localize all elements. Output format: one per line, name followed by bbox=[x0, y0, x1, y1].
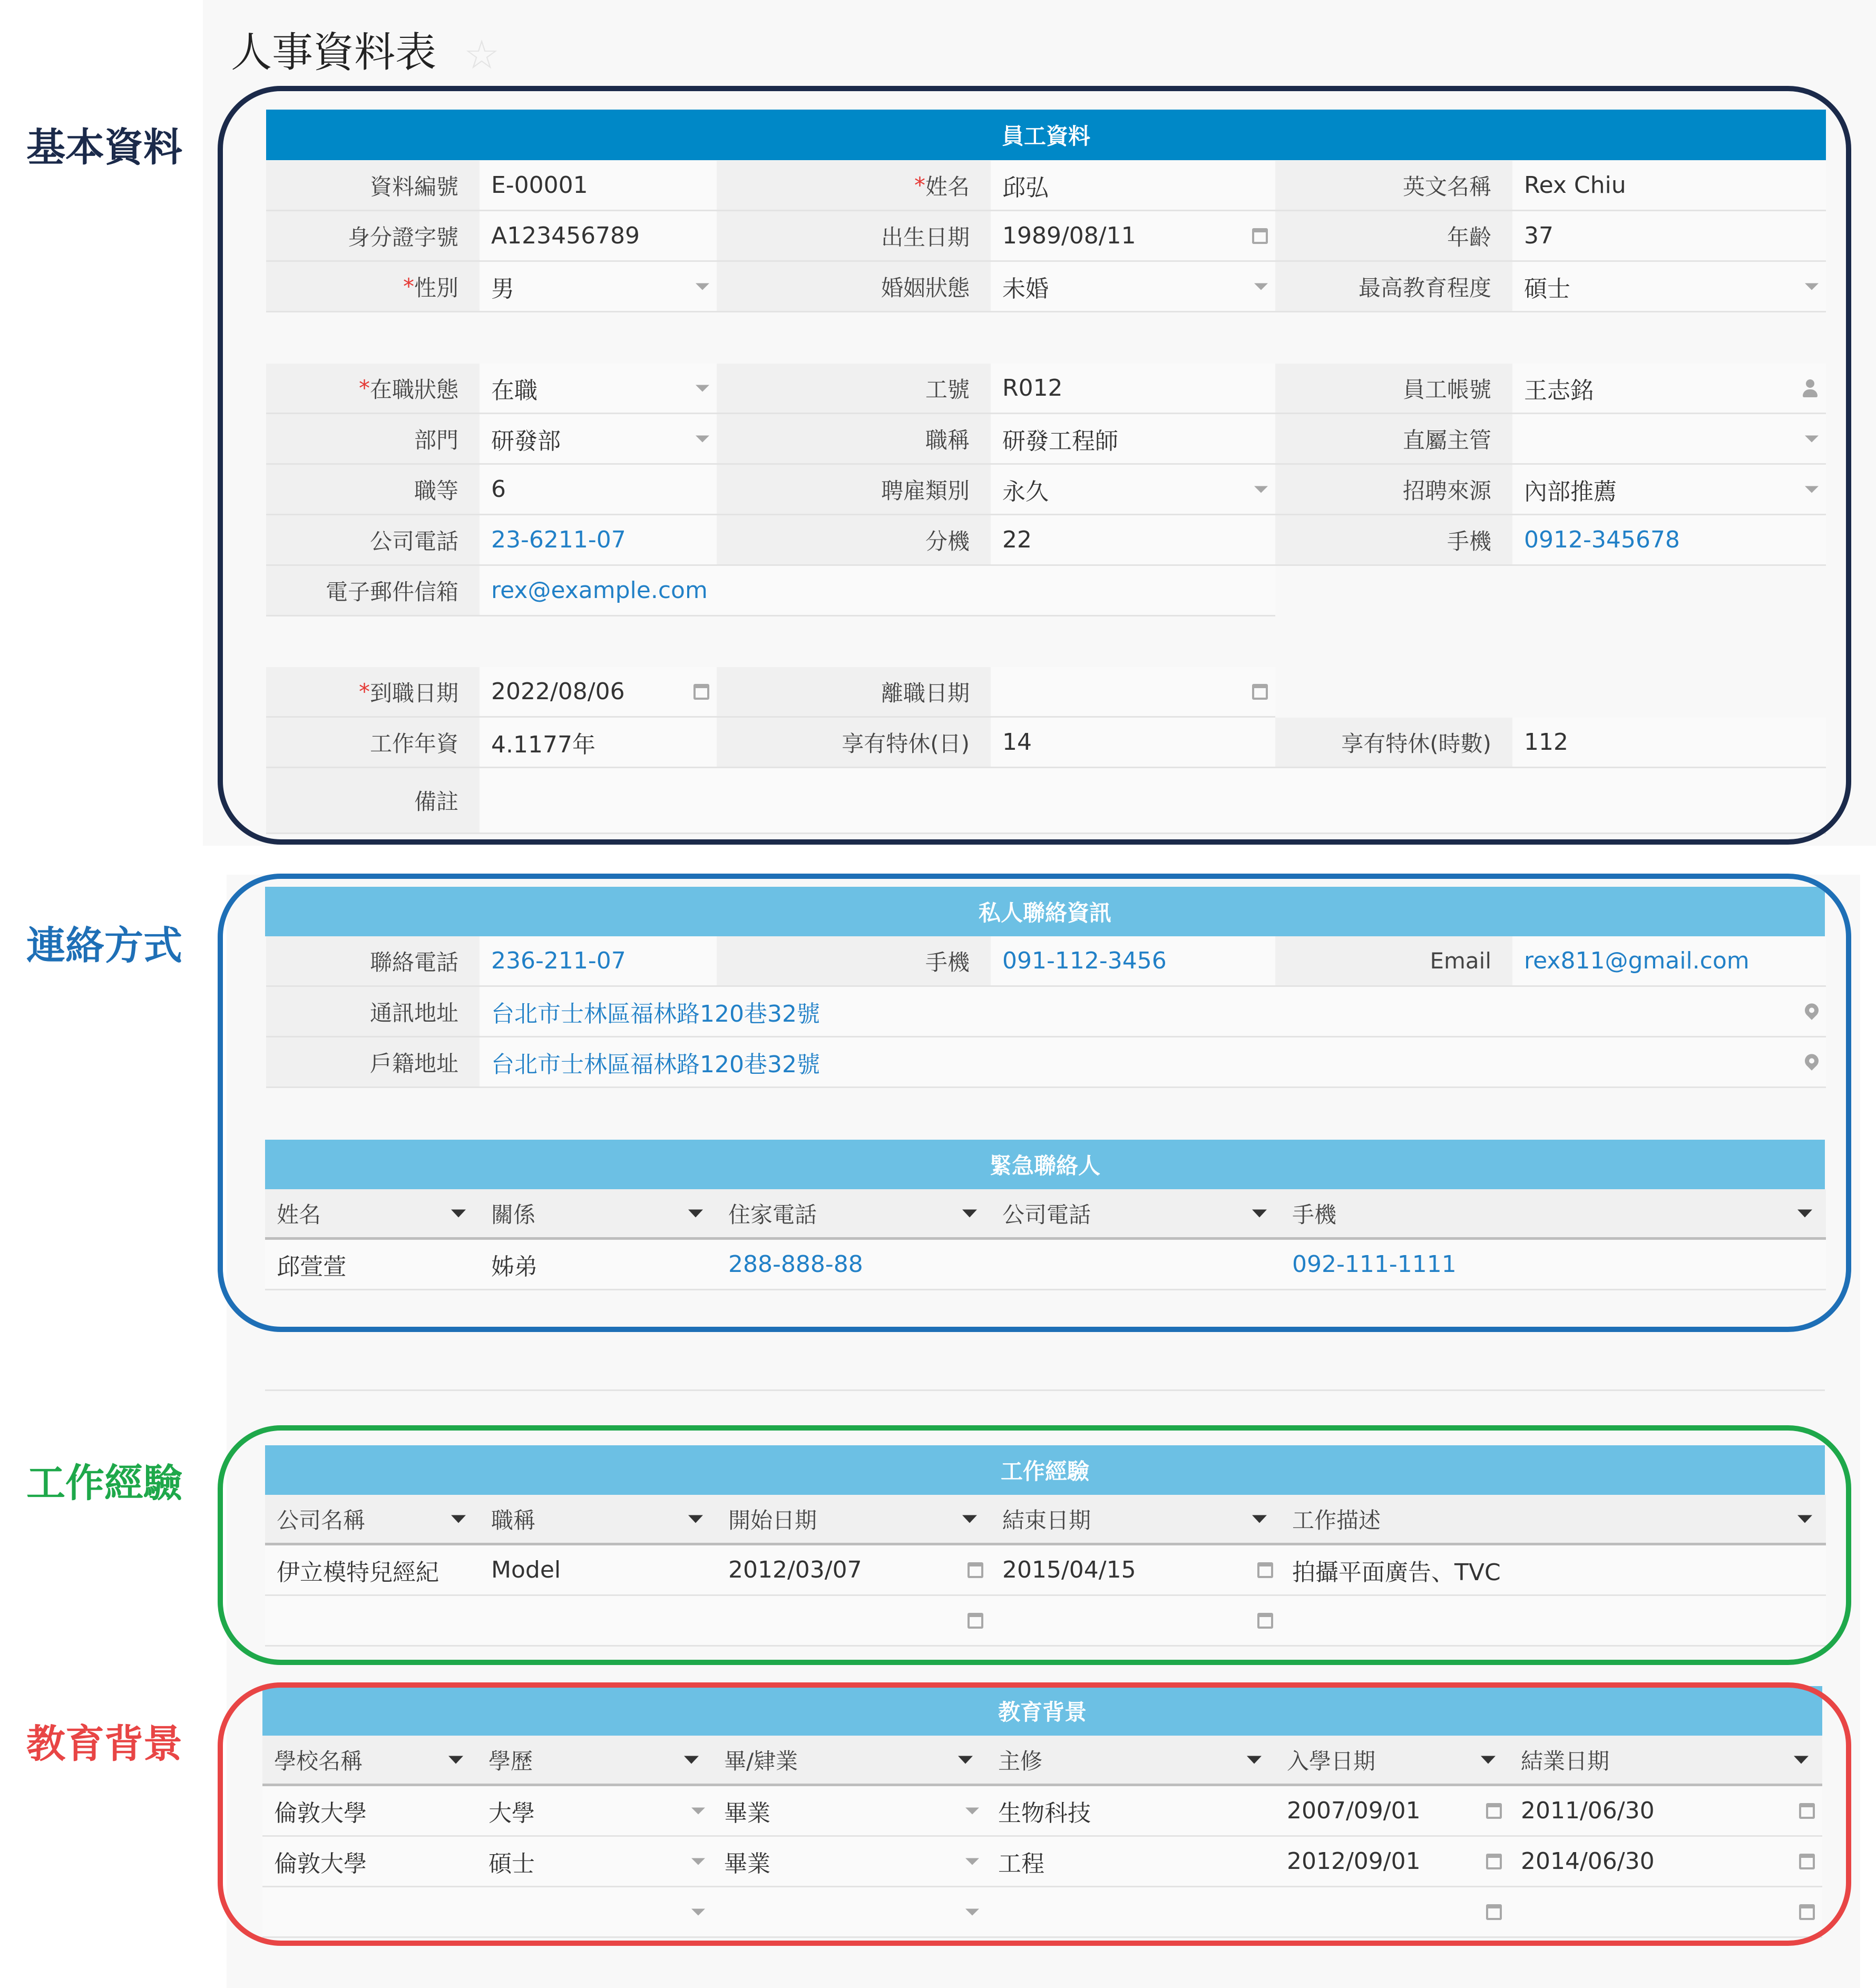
work-frame bbox=[218, 1425, 1851, 1665]
column-header-text: 結束日期 bbox=[1002, 1507, 1091, 1533]
field-label-text: 年齡 bbox=[1447, 224, 1491, 250]
side-label-contact: 連絡方式 bbox=[26, 923, 182, 968]
column-header-text: 關係 bbox=[491, 1201, 536, 1228]
field-label-text: 員工帳號 bbox=[1402, 376, 1491, 403]
field-label-text: 手機 bbox=[925, 949, 970, 975]
field-label-text: Email bbox=[1430, 948, 1491, 974]
column-header-text: 開始日期 bbox=[728, 1507, 817, 1533]
field-label-text: 工號 bbox=[925, 376, 970, 403]
field-label-text: 在職狀態 bbox=[369, 376, 458, 403]
field-label-text: 享有特休(時數) bbox=[1341, 730, 1491, 757]
column-header-text: 公司電話 bbox=[1002, 1201, 1091, 1228]
divider bbox=[265, 1389, 1825, 1391]
field-label-text: 姓名 bbox=[925, 173, 970, 200]
field-value-text: 台北市士林區福林路120巷32號 bbox=[491, 1051, 820, 1078]
field-value-text: 4.1177年 bbox=[491, 731, 595, 758]
cell-text: 2012/09/01 bbox=[1287, 1848, 1421, 1875]
cell-text: 倫敦大學 bbox=[274, 1850, 367, 1877]
field-value-text: 男 bbox=[491, 275, 514, 302]
employee-section-header: 員工資料 bbox=[266, 110, 1826, 160]
favorite-star-icon[interactable]: ☆ bbox=[464, 31, 500, 78]
field-label-text: 享有特休(日) bbox=[842, 730, 970, 757]
edu-frame bbox=[218, 1682, 1851, 1946]
field-label-text: 手機 bbox=[1447, 528, 1491, 554]
field-value-text: A123456789 bbox=[491, 222, 640, 249]
column-header-text: 入學日期 bbox=[1287, 1748, 1376, 1774]
field-label-text: 離職日期 bbox=[881, 680, 970, 706]
cell-text: 伊立模特兒經紀 bbox=[277, 1559, 439, 1586]
cell-text: 288-888-88 bbox=[728, 1251, 863, 1278]
field-value-text: 0912-345678 bbox=[1524, 526, 1680, 553]
cell-text: 2015/04/15 bbox=[1002, 1556, 1136, 1583]
field-label-text: 出生日期 bbox=[881, 224, 970, 250]
cell-text: 姊弟 bbox=[491, 1253, 538, 1280]
field-value-text: Rex Chiu bbox=[1524, 172, 1626, 199]
column-header-text: 畢/肄業 bbox=[724, 1748, 798, 1774]
field-label-text: 分機 bbox=[925, 528, 970, 554]
field-label-text: 部門 bbox=[414, 427, 458, 453]
contact-frame bbox=[218, 874, 1851, 1332]
column-header-text: 學歷 bbox=[488, 1748, 533, 1774]
work-experience-header: 工作經驗 bbox=[265, 1445, 1825, 1495]
cell-text: 拍攝平面廣告、TVC bbox=[1292, 1559, 1501, 1586]
emergency-contact-header: 緊急聯絡人 bbox=[265, 1140, 1825, 1189]
field-label-text: 招聘來源 bbox=[1402, 477, 1491, 504]
field-value-text: 23-6211-07 bbox=[491, 526, 626, 553]
field-value-text: 22 bbox=[1002, 526, 1032, 553]
field-value-text: 236-211-07 bbox=[491, 947, 626, 974]
field-label-text: 直屬主管 bbox=[1402, 427, 1491, 453]
field-value-text: 永久 bbox=[1002, 478, 1049, 505]
required-marker: * bbox=[358, 375, 370, 401]
side-label-edu: 教育背景 bbox=[26, 1721, 182, 1767]
field-label-text: 公司電話 bbox=[369, 528, 458, 554]
cell-text: 生物科技 bbox=[998, 1799, 1091, 1827]
column-header-text: 職稱 bbox=[491, 1507, 536, 1533]
field-value-text: E-00001 bbox=[491, 172, 588, 199]
field-value-text: 6 bbox=[491, 476, 506, 503]
column-header-text: 公司名稱 bbox=[277, 1507, 366, 1533]
side-label-basic: 基本資料 bbox=[26, 125, 182, 170]
field-value-text: 2022/08/06 bbox=[491, 678, 625, 705]
field-label-text: 婚姻狀態 bbox=[881, 275, 970, 301]
page-title: 人事資料表 bbox=[231, 29, 437, 76]
field-label-text: 到職日期 bbox=[369, 680, 458, 706]
column-header-text: 住家電話 bbox=[728, 1201, 817, 1228]
field-label-text: 聘雇類別 bbox=[881, 477, 970, 504]
column-header-text: 學校名稱 bbox=[274, 1748, 363, 1774]
field-value-text: 14 bbox=[1002, 729, 1032, 756]
field-label-text: 戶籍地址 bbox=[369, 1050, 458, 1076]
field-value-text: 研發工程師 bbox=[1002, 427, 1118, 455]
field-value-text: 112 bbox=[1524, 729, 1568, 756]
cell-text: 碩士 bbox=[488, 1850, 535, 1877]
field-label-text: 英文名稱 bbox=[1402, 173, 1491, 200]
column-header-text: 姓名 bbox=[277, 1201, 321, 1228]
cell-text: 畢業 bbox=[724, 1850, 770, 1877]
cell-text: 工程 bbox=[998, 1850, 1044, 1877]
column-header-text: 結業日期 bbox=[1521, 1748, 1610, 1774]
private-contact-header: 私人聯絡資訊 bbox=[265, 887, 1825, 936]
field-label-text: 職等 bbox=[414, 477, 458, 504]
column-header-text: 手機 bbox=[1292, 1201, 1337, 1228]
field-value-text: R012 bbox=[1002, 375, 1063, 401]
field-value-text: 邱弘 bbox=[1002, 174, 1049, 201]
field-label-text: 職稱 bbox=[925, 427, 970, 453]
cell-text: Model bbox=[491, 1556, 561, 1583]
required-marker: * bbox=[403, 273, 414, 299]
cell-text: 畢業 bbox=[724, 1799, 770, 1827]
field-value-text: 37 bbox=[1524, 222, 1553, 249]
field-value-text: 研發部 bbox=[491, 427, 561, 455]
cell-text: 2014/06/30 bbox=[1521, 1848, 1655, 1875]
required-marker: * bbox=[914, 172, 925, 198]
field-value-text: 1989/08/11 bbox=[1002, 222, 1136, 249]
cell-text: 倫敦大學 bbox=[274, 1799, 367, 1827]
field-label-text: 備註 bbox=[414, 789, 458, 815]
cell-text: 邱萱萱 bbox=[277, 1253, 346, 1280]
field-value-text: 王志銘 bbox=[1524, 377, 1594, 404]
basic-info-frame bbox=[218, 86, 1851, 845]
education-header: 教育背景 bbox=[262, 1686, 1822, 1736]
column-header-text: 主修 bbox=[998, 1748, 1043, 1774]
required-marker: * bbox=[358, 679, 370, 704]
field-label-text: 工作年資 bbox=[369, 730, 458, 757]
column-header-text: 工作描述 bbox=[1292, 1507, 1381, 1533]
cell-text: 2011/06/30 bbox=[1521, 1797, 1655, 1824]
field-label-text: 聯絡電話 bbox=[369, 949, 458, 975]
field-label-text: 最高教育程度 bbox=[1358, 275, 1491, 301]
field-value-text: 在職 bbox=[491, 377, 538, 404]
field-value-text: 台北市士林區福林路120巷32號 bbox=[491, 1000, 820, 1027]
cell-text: 092-111-1111 bbox=[1292, 1251, 1457, 1278]
field-value-text: 碩士 bbox=[1524, 275, 1570, 302]
field-label-text: 資料編號 bbox=[369, 173, 458, 200]
field-value-text: 內部推薦 bbox=[1524, 478, 1617, 505]
cell-text: 2012/03/07 bbox=[728, 1556, 862, 1583]
field-value-text: 未婚 bbox=[1002, 275, 1049, 302]
field-label-text: 性別 bbox=[414, 275, 458, 301]
side-label-work: 工作經驗 bbox=[26, 1461, 182, 1506]
cell-text: 大學 bbox=[488, 1799, 535, 1827]
field-label-text: 身分證字號 bbox=[347, 224, 458, 250]
field-value-text: rex@example.com bbox=[491, 577, 708, 604]
field-label-text: 通訊地址 bbox=[369, 1000, 458, 1026]
field-value-text: rex811@gmail.com bbox=[1524, 947, 1750, 974]
field-value-text: 091-112-3456 bbox=[1002, 947, 1167, 974]
field-label-text: 電子郵件信箱 bbox=[325, 579, 458, 605]
cell-text: 2007/09/01 bbox=[1287, 1797, 1421, 1824]
